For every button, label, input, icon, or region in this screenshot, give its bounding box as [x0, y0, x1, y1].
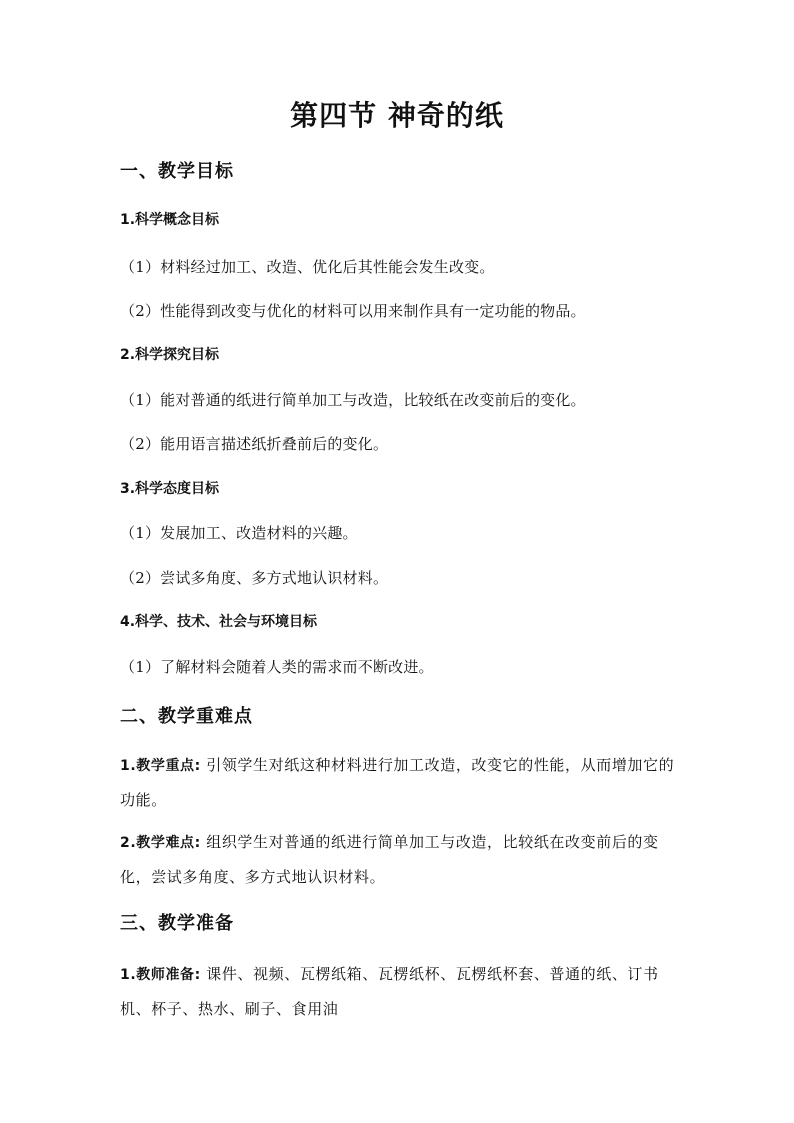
- subheading-attitude-goals: 3.科学态度目标: [120, 481, 220, 497]
- teaching-focus-text: 引领学生对纸这种材料进行加工改造，改变它的性能，从而增加它的功能。: [120, 756, 675, 809]
- list-item: （1）材料经过加工、改造、优化后其性能会发生改变。: [120, 258, 495, 276]
- teaching-focus-paragraph: [120, 748, 676, 817]
- teaching-focus-label: 1.教学重点:: [120, 758, 201, 774]
- section-heading-preparation: 三、教学准备: [120, 913, 234, 934]
- page-title: 第四节 神奇的纸: [290, 99, 504, 132]
- teacher-preparation-text: 课件、视频、瓦楞纸箱、瓦楞纸杯、瓦楞纸杯套、普通的纸、订书机、杯子、热水、刷子、食用油: [120, 965, 659, 1018]
- teacher-preparation-label: 1.教师准备:: [120, 967, 201, 983]
- subheading-concept-goals: 1.科学概念目标: [120, 212, 220, 228]
- list-item: （2）性能得到改变与优化的材料可以用来制作具有一定功能的物品。: [120, 302, 586, 320]
- teaching-difficulty-label: 2.教学难点:: [120, 835, 201, 851]
- teacher-preparation-paragraph: [120, 957, 676, 1026]
- list-item: （2）尝试多角度、多方式地认识材料。: [120, 569, 389, 587]
- list-item: （1）了解材料会随着人类的需求而不断改进。: [120, 658, 434, 676]
- teaching-difficulty-paragraph: [120, 825, 676, 894]
- list-item: （2）能用语言描述纸折叠前后的变化。: [120, 435, 389, 453]
- section-heading-goals: 一、教学目标: [120, 161, 234, 182]
- list-item: （1）发展加工、改造材料的兴趣。: [120, 524, 358, 542]
- teaching-difficulty-text: 组织学生对普通的纸进行简单加工与改造，比较纸在改变前后的变化，尝试多角度、多方式地认识材料。: [120, 833, 659, 886]
- list-item: （1）能对普通的纸进行简单加工与改造，比较纸在改变前后的变化。: [120, 391, 586, 409]
- section-heading-key-points: 二、教学重难点: [120, 706, 253, 727]
- subheading-inquiry-goals: 2.科学探究目标: [120, 347, 220, 363]
- subheading-sts-goals: 4.科学、技术、社会与环境目标: [120, 614, 318, 630]
